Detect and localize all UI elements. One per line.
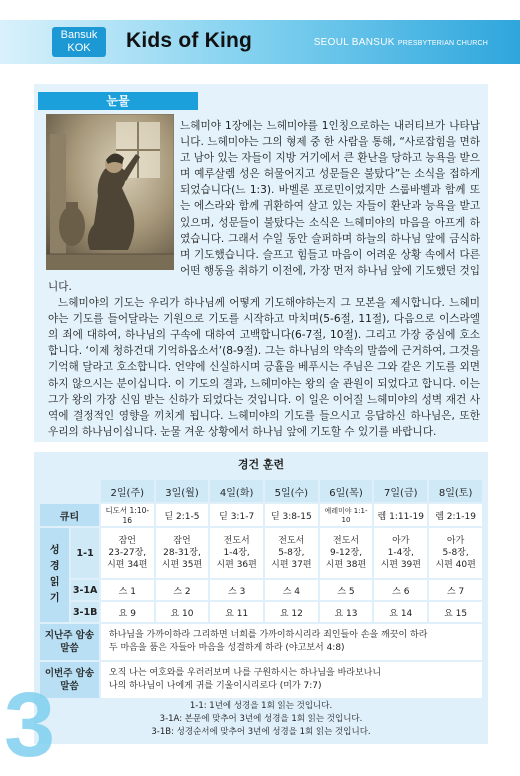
story-panel <box>34 84 488 442</box>
day-header: 6일(목) <box>320 480 373 502</box>
nehemiah-praying-illustration <box>46 114 174 270</box>
reading-psalm: 시편 40편 <box>435 560 476 570</box>
reading-cell-3-1b: 요 13 <box>320 602 373 622</box>
qt-cell: 딛 3:1-7 <box>210 504 263 526</box>
day-header: 5일(수) <box>265 480 318 502</box>
reading-psalm: 시편 39편 <box>380 560 421 570</box>
reading-psalm: 시편 37편 <box>271 560 312 570</box>
reading-cell-3-1b: 요 15 <box>429 602 482 622</box>
qt-cell: 렘 1:11-19 <box>374 504 427 526</box>
reading-cell-1-1 <box>374 528 427 578</box>
reading-cell-1-1 <box>156 528 209 578</box>
reading-cell-3-1a: 스 2 <box>156 580 209 600</box>
reading-book: 전도서 <box>332 536 360 546</box>
last-week-verse-line1: 하나님을 가까이하라 그리하면 너희를 가까이하시리라 죄인들아 손을 깨끗이 하라 <box>108 630 428 640</box>
page-title: Kids of King <box>126 29 253 52</box>
reading-book: 전도서 <box>223 536 250 546</box>
bansuk-kok-badge <box>52 27 106 57</box>
badge-line2: KOK <box>67 42 91 54</box>
day-header: 4일(화) <box>210 480 263 502</box>
story-paragraph-2: 느헤미야의 기도는 우리가 하나님께 어떻게 기도해야하는지 그 모본을 제시합니다. 느헤미야는 기도를 들어달라는 기원으로 기도를 시작하고 마치며(5-6절, 11절), 다음으로 이스라엘의 죄에 대하여, 하나님의 구속에 대하여 고백합니다(6-7절, 10절). 그리고 가장 중심에 호소합니다. ‘이제 청하건대 기억하옵소서’(8-9절). 그는 하나님의 약속의 말씀에 근거하여, 그것을 기억해 달라고 호소합니다. 언약에 신실하시며 긍휼을 베푸시는 주님은 그와 같은 기도를 외면하지 않으시는 분이십니다. 이 기도의 결과, 느헤미야는 왕의 술 관원이 되었다고 합니다. 이는 그가 왕의 가장 신임 받는 신하가 되었다는 것입니다. 이 일은 이어질 느헤미야의 성벽 재건 사역에 결정적인 영향을 끼치게 됩니다. 느헤미야의 기도를 들으시고 응답하신 하나님은, 또한 우리의 하나님이십니다. 눈물 겨운 상황에서 하나님 앞에 기도할 수 있기를 바랍니다. <box>48 297 480 438</box>
reading-3-1b-row <box>40 602 482 622</box>
church-name-main: SEOUL BANSUK <box>313 37 395 48</box>
this-week-verse-line1: 오직 나는 여호와를 우러러보며 나를 구원하시는 하나님을 바라보나니 <box>108 668 382 678</box>
reading-cell-3-1a: 스 5 <box>320 580 373 600</box>
qt-cell: 렘 2:1-19 <box>429 504 482 526</box>
qt-label: 큐티 <box>40 504 99 526</box>
reading-cell-3-1a: 스 1 <box>101 580 154 600</box>
reading-cell-1-1 <box>101 528 154 578</box>
last-week-verse-row <box>40 624 482 660</box>
reading-cell-1-1 <box>429 528 482 578</box>
reading-cell-3-1b: 요 10 <box>156 602 209 622</box>
reading-cell-3-1a: 스 3 <box>210 580 263 600</box>
page-header <box>0 20 520 64</box>
reading-book: 잠언 <box>173 536 191 546</box>
day-header: 3일(월) <box>156 480 209 502</box>
reading-book: 전도서 <box>278 536 305 546</box>
reading-range: 23-27장, <box>108 548 147 558</box>
reading-label <box>40 528 69 622</box>
schedule-title: 경건 훈련 <box>237 458 285 471</box>
qt-cell: 예레미야 1:1-10 <box>320 504 373 526</box>
last-week-verse-line2: 두 마음을 품은 자들아 마음을 성결하게 하라 (야고보서 4:8) <box>108 643 345 653</box>
reading-plan-notes <box>34 700 488 739</box>
badge-line1: Bansuk <box>60 29 98 41</box>
story-text <box>48 118 480 440</box>
day-header: 7일(금) <box>374 480 427 502</box>
row-label-3-1b: 3-1B <box>71 602 99 622</box>
this-week-verse-line2: 나의 하나님이 나에게 귀를 기울이시리로다 (미가 7:7) <box>108 681 322 691</box>
reading-cell-3-1b: 요 12 <box>265 602 318 622</box>
last-week-label: 지난주 암송말씀 <box>40 624 99 660</box>
qt-cell: 딛 2:1-5 <box>156 504 209 526</box>
this-week-verse-row <box>40 662 482 698</box>
reading-1-1-row <box>40 528 482 578</box>
corner-cell <box>40 480 99 502</box>
note-line: 3-1A: 본문에 맞추어 3년에 성경을 1회 읽는 것입니다. <box>159 714 363 724</box>
note-line: 3-1B: 성경순서에 맞추어 3년에 성경을 1회 읽는 것입니다. <box>151 727 371 737</box>
last-week-verse <box>101 624 482 660</box>
days-row <box>40 480 482 502</box>
reading-cell-3-1b: 요 11 <box>210 602 263 622</box>
reading-range: 5-8장, <box>442 548 469 558</box>
reading-cell-3-1a: 스 4 <box>265 580 318 600</box>
reading-psalm: 시편 38편 <box>325 560 367 570</box>
this-week-verse <box>101 662 482 698</box>
reading-cell-1-1 <box>265 528 318 578</box>
day-header: 2일(주) <box>101 480 154 502</box>
row-label-1-1: 1-1 <box>71 528 99 578</box>
reading-psalm: 시편 34편 <box>107 560 148 570</box>
reading-range: 28-31장, <box>163 548 201 558</box>
illustration-svg <box>46 114 174 270</box>
reading-range: 5-8장, <box>278 548 305 558</box>
reading-range: 9-12장, <box>330 548 362 558</box>
reading-range: 1-4장, <box>387 548 414 558</box>
reading-book: 아가 <box>446 536 465 546</box>
reading-cell-3-1a: 스 7 <box>429 580 482 600</box>
qt-cell: 디도서 1:10-16 <box>101 504 154 526</box>
row-label-3-1a: 3-1A <box>71 580 99 600</box>
church-name <box>314 37 488 48</box>
church-name-sub: PRESBYTERIAN CHURCH <box>397 40 488 47</box>
reading-psalm: 시편 35편 <box>161 560 203 570</box>
qt-cell: 딛 3:8-15 <box>265 504 318 526</box>
page-number: 3 <box>4 674 56 776</box>
schedule-table <box>38 478 484 700</box>
this-week-label: 이번주 암송말씀 <box>40 662 99 698</box>
reading-cell-1-1 <box>320 528 373 578</box>
story-paragraph-1: 느헤미야 1장에는 느헤미야를 1인칭으로하는 내러티브가 나타납니다. 느헤미야는 그의 형제 중 한 사람을 통해, “사로잡힘을 면하고 남아 있는 자들이 지방 거기에서 큰 환난을 당하고 능욕을 받으며 예루살렘 성은 허물어지고 성문들은 불탔다”는 소식을 접하게 되었습니다(느 1:3). 바벨론 포로민이었지만 스룹바벨과 함께 또는 에스라와 함께 귀환하여 살고 있는 자들이 환난과 능욕을 받고 있으며, 성문들이 불탔다는 소식은 느헤미야의 마음을 아프게 하였습니다. 그래서 수일 동안 슬퍼하며 하늘의 하나님 앞에 금식하며 기도했습니다. 슬프고 힘들고 마음이 어려운 상황 속에서 다른 어떤 행동을 취하기 이전에, 가장 먼저 하나님 앞에 기도했던 것입니다. <box>48 120 480 293</box>
reading-psalm: 시편 36편 <box>216 560 257 570</box>
reading-cell-3-1b: 요 14 <box>374 602 427 622</box>
note-line: 1-1: 1년에 성경을 1회 읽는 것입니다. <box>189 701 333 711</box>
reading-cell-3-1b: 요 9 <box>101 602 154 622</box>
reading-cell-3-1a: 스 6 <box>374 580 427 600</box>
qt-row <box>40 504 482 526</box>
reading-book: 잠언 <box>118 536 136 546</box>
reading-label-text: 성경읽기 <box>49 545 60 604</box>
day-header: 8일(토) <box>429 480 482 502</box>
reading-cell-1-1 <box>210 528 263 578</box>
reading-book: 아가 <box>392 536 410 546</box>
reading-range: 1-4장, <box>223 548 250 558</box>
section-label: 눈물 <box>38 92 198 110</box>
reading-3-1a-row <box>40 580 482 600</box>
